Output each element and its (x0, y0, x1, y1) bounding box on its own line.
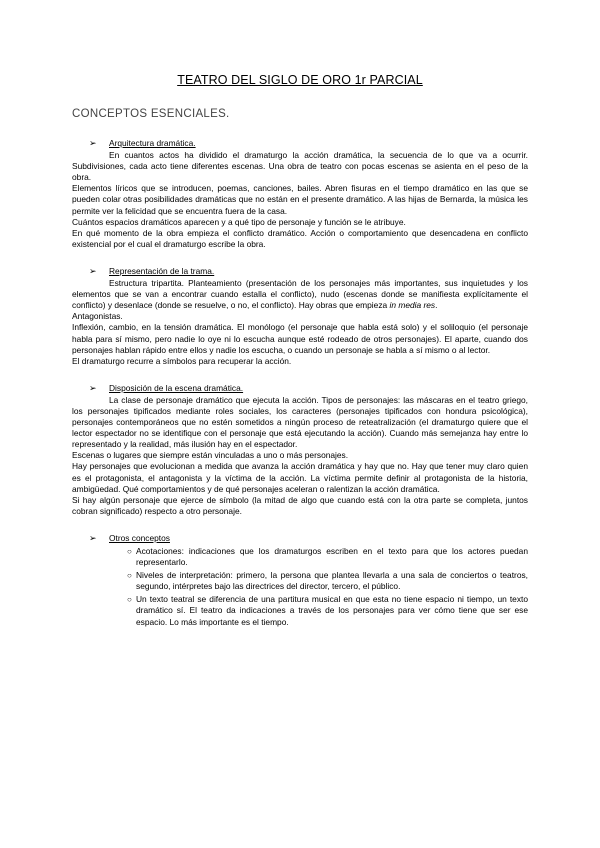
arrow-bullet-icon: ➢ (89, 138, 97, 148)
list-item-text: Niveles de interpretación: primero, la persona que plantea llevarla a una sala de conciertos o teatros, segundo, intérpretes bajo las directrices del director, tercero, el público. (136, 570, 528, 592)
arrow-bullet-icon: ➢ (89, 382, 97, 393)
paragraph: En qué momento de la obra empieza el conflicto dramático. Acción o comportamiento que desencadena en conflicto existencial por el cual el dramaturgo escribe la obra. (72, 227, 528, 249)
paragraph: Inflexión, cambio, en la tensión dramática. El monólogo (el personaje que habla está solo) y el soliloquio (el personaje habla para sí mismo, pero nadie lo oye ni lo escucha aunque esté rodeado de otros personajes). El aparte, cuando dos personajes hablan rápido entre ellos y nadie los escucha, o cuando un personaje se habla a sí mismo o al lector. (72, 322, 528, 355)
arrow-bullet-icon: ➢ (89, 265, 97, 276)
paragraph: En cuantos actos ha dividido el dramaturgo la acción dramática, la secuencia de lo que va a ocurrir. Subdivisiones, cada acto tiene diferentes escenas. Una obra de teatro con pocas escenas se asienta en el peso de la obra. (72, 150, 528, 183)
paragraph (72, 278, 528, 311)
list-item (72, 594, 528, 627)
paragraph-end: . (435, 300, 438, 311)
document-title: TEATRO DEL SIGLO DE ORO 1r PARCIAL (177, 73, 423, 87)
paragraph: Si hay algún personaje que ejerce de símbolo (la mitad de algo que cuando está con la otra parte se completa, juntos cobran significado) respecto a otro personaje. (72, 494, 528, 516)
list-item (72, 570, 528, 592)
section-heading-label: Disposición de la escena dramática. (109, 382, 244, 393)
document-body (72, 138, 528, 644)
list-item-text: Acotaciones: indicaciones que los dramaturgos escriben en el texto para que los actores puedan representarlo. (136, 546, 528, 568)
circle-bullet-icon: ○ (127, 547, 132, 556)
latin-term: in media res (389, 300, 436, 311)
section-disposicion (72, 383, 528, 517)
section-otros-conceptos (72, 533, 528, 628)
circle-bullet-icon: ○ (127, 595, 132, 605)
document-subtitle: CONCEPTOS ESENCIALES. (72, 108, 230, 120)
arrow-bullet-icon: ➢ (89, 532, 97, 543)
section-heading (72, 138, 528, 149)
list-item-text: Un texto teatral se diferencia de una partitura musical en que esta no tiene espacio ni tiempo, un texto dramático sí. El teatro da indicaciones a través de los personajes para ver cómo tiene que ser ese espacio. Lo más importante es el tiempo. (136, 594, 528, 627)
paragraph: Elementos líricos que se introducen, poemas, canciones, bailes. Abren fisuras en el tiempo dramático en las que se pueden colar otras posibilidades dramáticas que no están en el presente dramático. A las hijas de Bernarda, la música les permite ver la felicidad que se encuentra fuera de la casa. (72, 183, 528, 216)
section-arquitectura (72, 138, 528, 250)
paragraph: La clase de personaje dramático que ejecuta la acción. Tipos de personajes: las máscaras en el teatro griego, los personajes tipificados mediante roles sociales, los caracteres (personajes tipificados con hondura psicológica), personajes contemporáneos que no estén sometidos a ningún proceso de reteatralización (el dramaturgo quiere que el lector espectador no se identifique con el personaje que está ejecutando la acción). Cuando más semejanza hay entre lo representado y la realidad, más ilusión hay en el espectador. (72, 394, 528, 450)
section-heading (72, 533, 528, 544)
paragraph-text: Estructura tripartita. Planteamiento (presentación de los personajes más importantes, sus inquietudes y los elementos que se van a encontrar cuando estalla el conflicto), nudo (escenas donde se manifiesta explícitamente el conflicto) y desenlace (donde se resuelve, o no, el conflicto). Hay obras que empieza (72, 278, 528, 311)
paragraph: Antagonistas. (72, 311, 123, 322)
paragraph: Cuántos espacios dramáticos aparecen y a qué tipo de personaje y función se le atribuye. (72, 216, 406, 227)
circle-bullet-icon: ○ (127, 571, 132, 581)
list-item (72, 546, 528, 568)
section-heading (72, 266, 528, 277)
section-heading-label: Otros conceptos (109, 532, 170, 543)
paragraph: Escenas o lugares que siempre están vinculadas a uno o más personajes. (72, 450, 349, 461)
paragraph: Hay personajes que evolucionan a medida que avanza la acción dramática y hay que no. Hay que tener muy claro quien es el protagonista, el antagonista y la víctima de la acción. La víctima permite definir al protagonista de la historia, ambigüedad. Qué comportamientos y de qué personajes aceleran o ralentizan la acción dramática. (72, 461, 528, 494)
section-heading-label: Representación de la trama. (109, 265, 215, 276)
section-heading (72, 383, 528, 394)
paragraph: El dramaturgo recurre a símbolos para recuperar la acción. (72, 355, 292, 366)
concept-list (72, 546, 528, 628)
section-representacion (72, 266, 528, 367)
section-heading-label: Arquitectura dramática. (109, 138, 196, 148)
